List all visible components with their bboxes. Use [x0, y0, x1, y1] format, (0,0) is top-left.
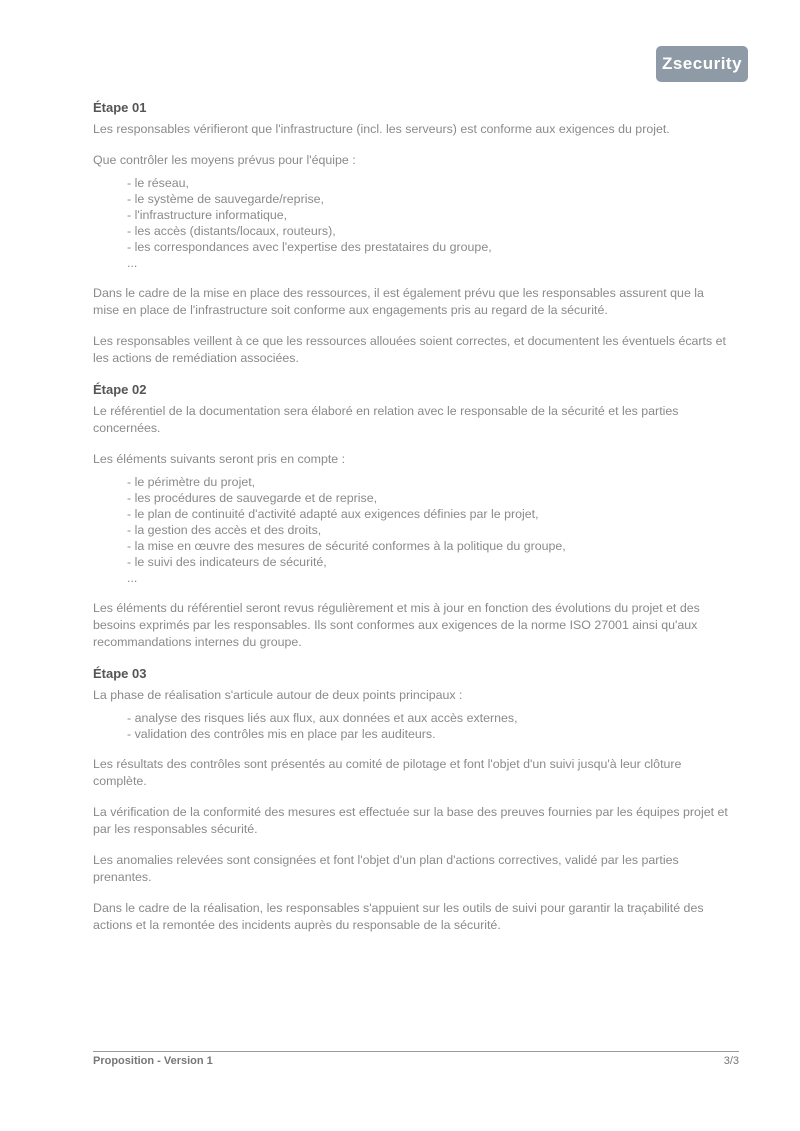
section-intro: Les responsables vérifieront que l'infrastructure (incl. les serveurs) est conforme aux exigences du projet.	[93, 122, 670, 136]
paragraph: Les anomalies relevées sont consignées et font l'objet d'un plan d'actions correctives, validé par les parties prenantes.	[93, 853, 679, 884]
section-title: Étape 03	[93, 666, 147, 681]
list-item: ...	[127, 571, 138, 585]
list-item: - le réseau,	[127, 175, 733, 191]
paragraph: Dans le cadre de la mise en place des ressources, il est également prévu que les responsables assurent que la mise en place de l'infrastructure soit conforme aux engagements pris au regard de la sécurité.	[93, 286, 704, 317]
section-title: Étape 01	[93, 100, 147, 115]
list-item: - le plan de continuité d'activité adapté aux exigences définies par le projet,	[127, 506, 733, 522]
document-body	[93, 99, 733, 948]
bullet-list	[93, 474, 733, 586]
section-title: Étape 02	[93, 382, 147, 397]
list-item: - les accès (distants/locaux, routeurs),	[127, 223, 733, 239]
logo-label: Zsecurity	[661, 54, 743, 73]
paragraph: Les responsables veillent à ce que les ressources allouées soient correctes, et documentent les éventuels écarts et les actions de remédiation associées.	[93, 334, 726, 365]
paragraph: Les éléments du référentiel seront revus régulièrement et mis à jour en fonction des évolutions du projet et des besoins exprimés par les responsables. Ils sont conformes aux exigences de la norme ISO 27001 ainsi qu'aux recommandations internes du groupe.	[93, 601, 700, 649]
list-item: - validation des contrôles mis en place par les auditeurs.	[127, 726, 733, 742]
list-item: - le périmètre du projet,	[127, 474, 733, 490]
section-step-3	[93, 665, 733, 934]
section-step-2	[93, 381, 733, 651]
list-intro: Que contrôler les moyens prévus pour l'équipe :	[93, 153, 356, 167]
paragraph: Dans le cadre de la réalisation, les responsables s'appuient sur les outils de suivi pour garantir la traçabilité des actions et la remontée des incidents auprès du responsable de la sécurité.	[93, 901, 704, 932]
section-intro: Le référentiel de la documentation sera élaboré en relation avec le responsable de la sécurité et les parties concernées.	[93, 404, 679, 435]
bullet-list	[93, 175, 733, 271]
list-intro: La phase de réalisation s'articule autour de deux points principaux :	[93, 688, 463, 702]
list-item: - le système de sauvegarde/reprise,	[127, 191, 733, 207]
page-footer	[93, 1051, 739, 1067]
list-item: - l'infrastructure informatique,	[127, 207, 733, 223]
list-item: - la gestion des accès et des droits,	[127, 522, 733, 538]
list-item: - les correspondances avec l'expertise des prestataires du groupe,	[127, 239, 733, 255]
paragraph: Les résultats des contrôles sont présentés au comité de pilotage et font l'objet d'un suivi jusqu'à leur clôture complète.	[93, 757, 682, 788]
list-intro: Les éléments suivants seront pris en compte :	[93, 452, 346, 466]
bullet-list	[93, 710, 733, 742]
logo-badge	[656, 46, 748, 82]
list-item: - analyse des risques liés aux flux, aux données et aux accès externes,	[127, 710, 733, 726]
paragraph: La vérification de la conformité des mesures est effectuée sur la base des preuves fournies par les équipes projet et par les responsables sécurité.	[93, 805, 728, 836]
list-item: - le suivi des indicateurs de sécurité,	[127, 554, 733, 570]
list-item: ...	[127, 256, 138, 270]
list-item: - les procédures de sauvegarde et de reprise,	[127, 490, 733, 506]
footer-document-version: Proposition - Version 1	[93, 1055, 213, 1067]
list-item: - la mise en œuvre des mesures de sécurité conformes à la politique du groupe,	[127, 538, 733, 554]
footer-page-number: 3/3	[723, 1055, 739, 1067]
section-step-1	[93, 99, 733, 367]
